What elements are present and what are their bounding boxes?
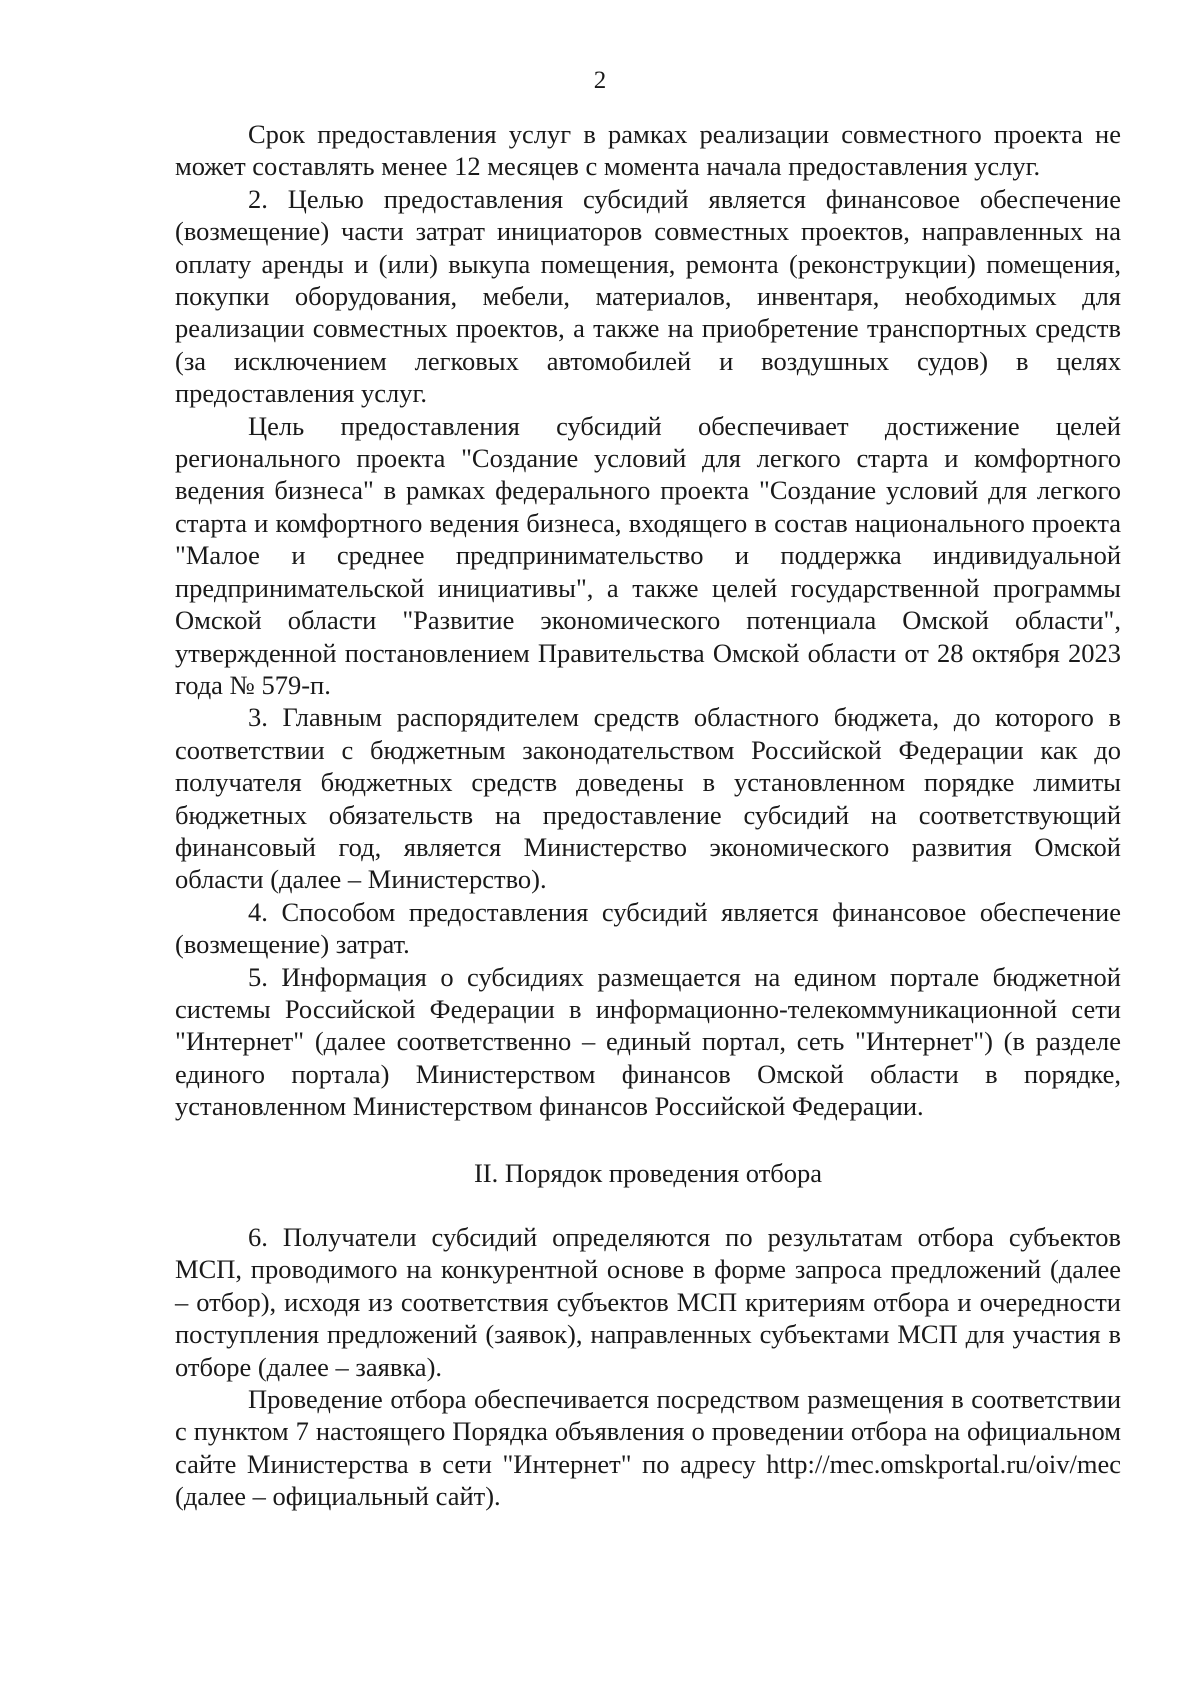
paragraph-5-information-placement: 5. Информация о субсидиях размещается на едином портале бюджетной системы Российской Федерации в информационно-телекоммуникационной сети "Интернет" (далее соответственно – единый портал, сеть "Интернет") (в разделе единого портала) Министерством финансов Омской области в порядке, установленном Министерством финансов Российской Федерации. xyxy=(175,961,1121,1122)
section-heading: II. Порядок проведения отбора xyxy=(473,1157,823,1188)
paragraph-4-provision-method: 4. Способом предоставления субсидий является финансовое обеспечение (возмещение) затрат. xyxy=(175,896,1121,960)
paragraph-selection-conduct: Проведение отбора обеспечивается посредством размещения в соответствии с пунктом 7 настоящего Порядка объявления о проведении отбора на официальном сайте Министерства в сети "Интернет" по адресу http://mec.omskportal.ru/oiv/mec (далее – официальный сайт). xyxy=(175,1384,1121,1512)
paragraph-3-main-administrator: 3. Главным распорядителем средств областного бюджета, до которого в соответствии с бюджетным законодательством Российской Федерации как до получателя бюджетных средств доведены в установленном порядке лимиты бюджетных обязательств на предоставление субсидий на соответствующий финансовый год, является Министерство экономического развития Омской области (далее – Министерство). xyxy=(175,702,1121,895)
document-body xyxy=(175,118,1121,1513)
paragraph-2-subsidy-purpose: 2. Целью предоставления субсидий является финансовое обеспечение (возмещение) части затрат инициаторов совместных проектов, направленных на оплату аренды и (или) выкупа помещения, ремонта (реконструкции) помещения, покупки оборудования, мебели, материалов, инвентаря, необходимых для реализации совместных проектов, а также на приобретение транспортных средств (за исключением легковых автомобилей и воздушных судов) в целях предоставления услуг. xyxy=(175,183,1121,409)
page-number: 2 xyxy=(593,67,607,94)
paragraph-service-term: Срок предоставления услуг в рамках реализации совместного проекта не может составлять менее 12 месяцев с момента начала предоставления услуг. xyxy=(175,119,1121,182)
paragraph-subsidy-goal: Цель предоставления субсидий обеспечивает достижение целей регионального проекта "Создание условий для легкого старта и комфортного ведения бизнеса" в рамках федерального проекта "Создание условий для легкого старта и комфортного ведения бизнеса, входящего в состав национального проекта "Малое и среднее предпринимательство и поддержка индивидуальной предпринимательской инициативы", а также целей государственной программы Омской области "Развитие экономического потенциала Омской области", утвержденной постановлением Правительства Омской области от 28 октября 2023 года № 579-п. xyxy=(175,410,1121,700)
paragraph-6-recipients: 6. Получатели субсидий определяются по результатам отбора субъектов МСП, проводимого на конкурентной основе в форме запроса предложений (далее – отбор), исходя из соответствия субъектов МСП критериям отбора и очередности поступления предложений (заявок), направленных субъектами МСП для участия в отборе (далее – заявка). xyxy=(175,1222,1121,1382)
